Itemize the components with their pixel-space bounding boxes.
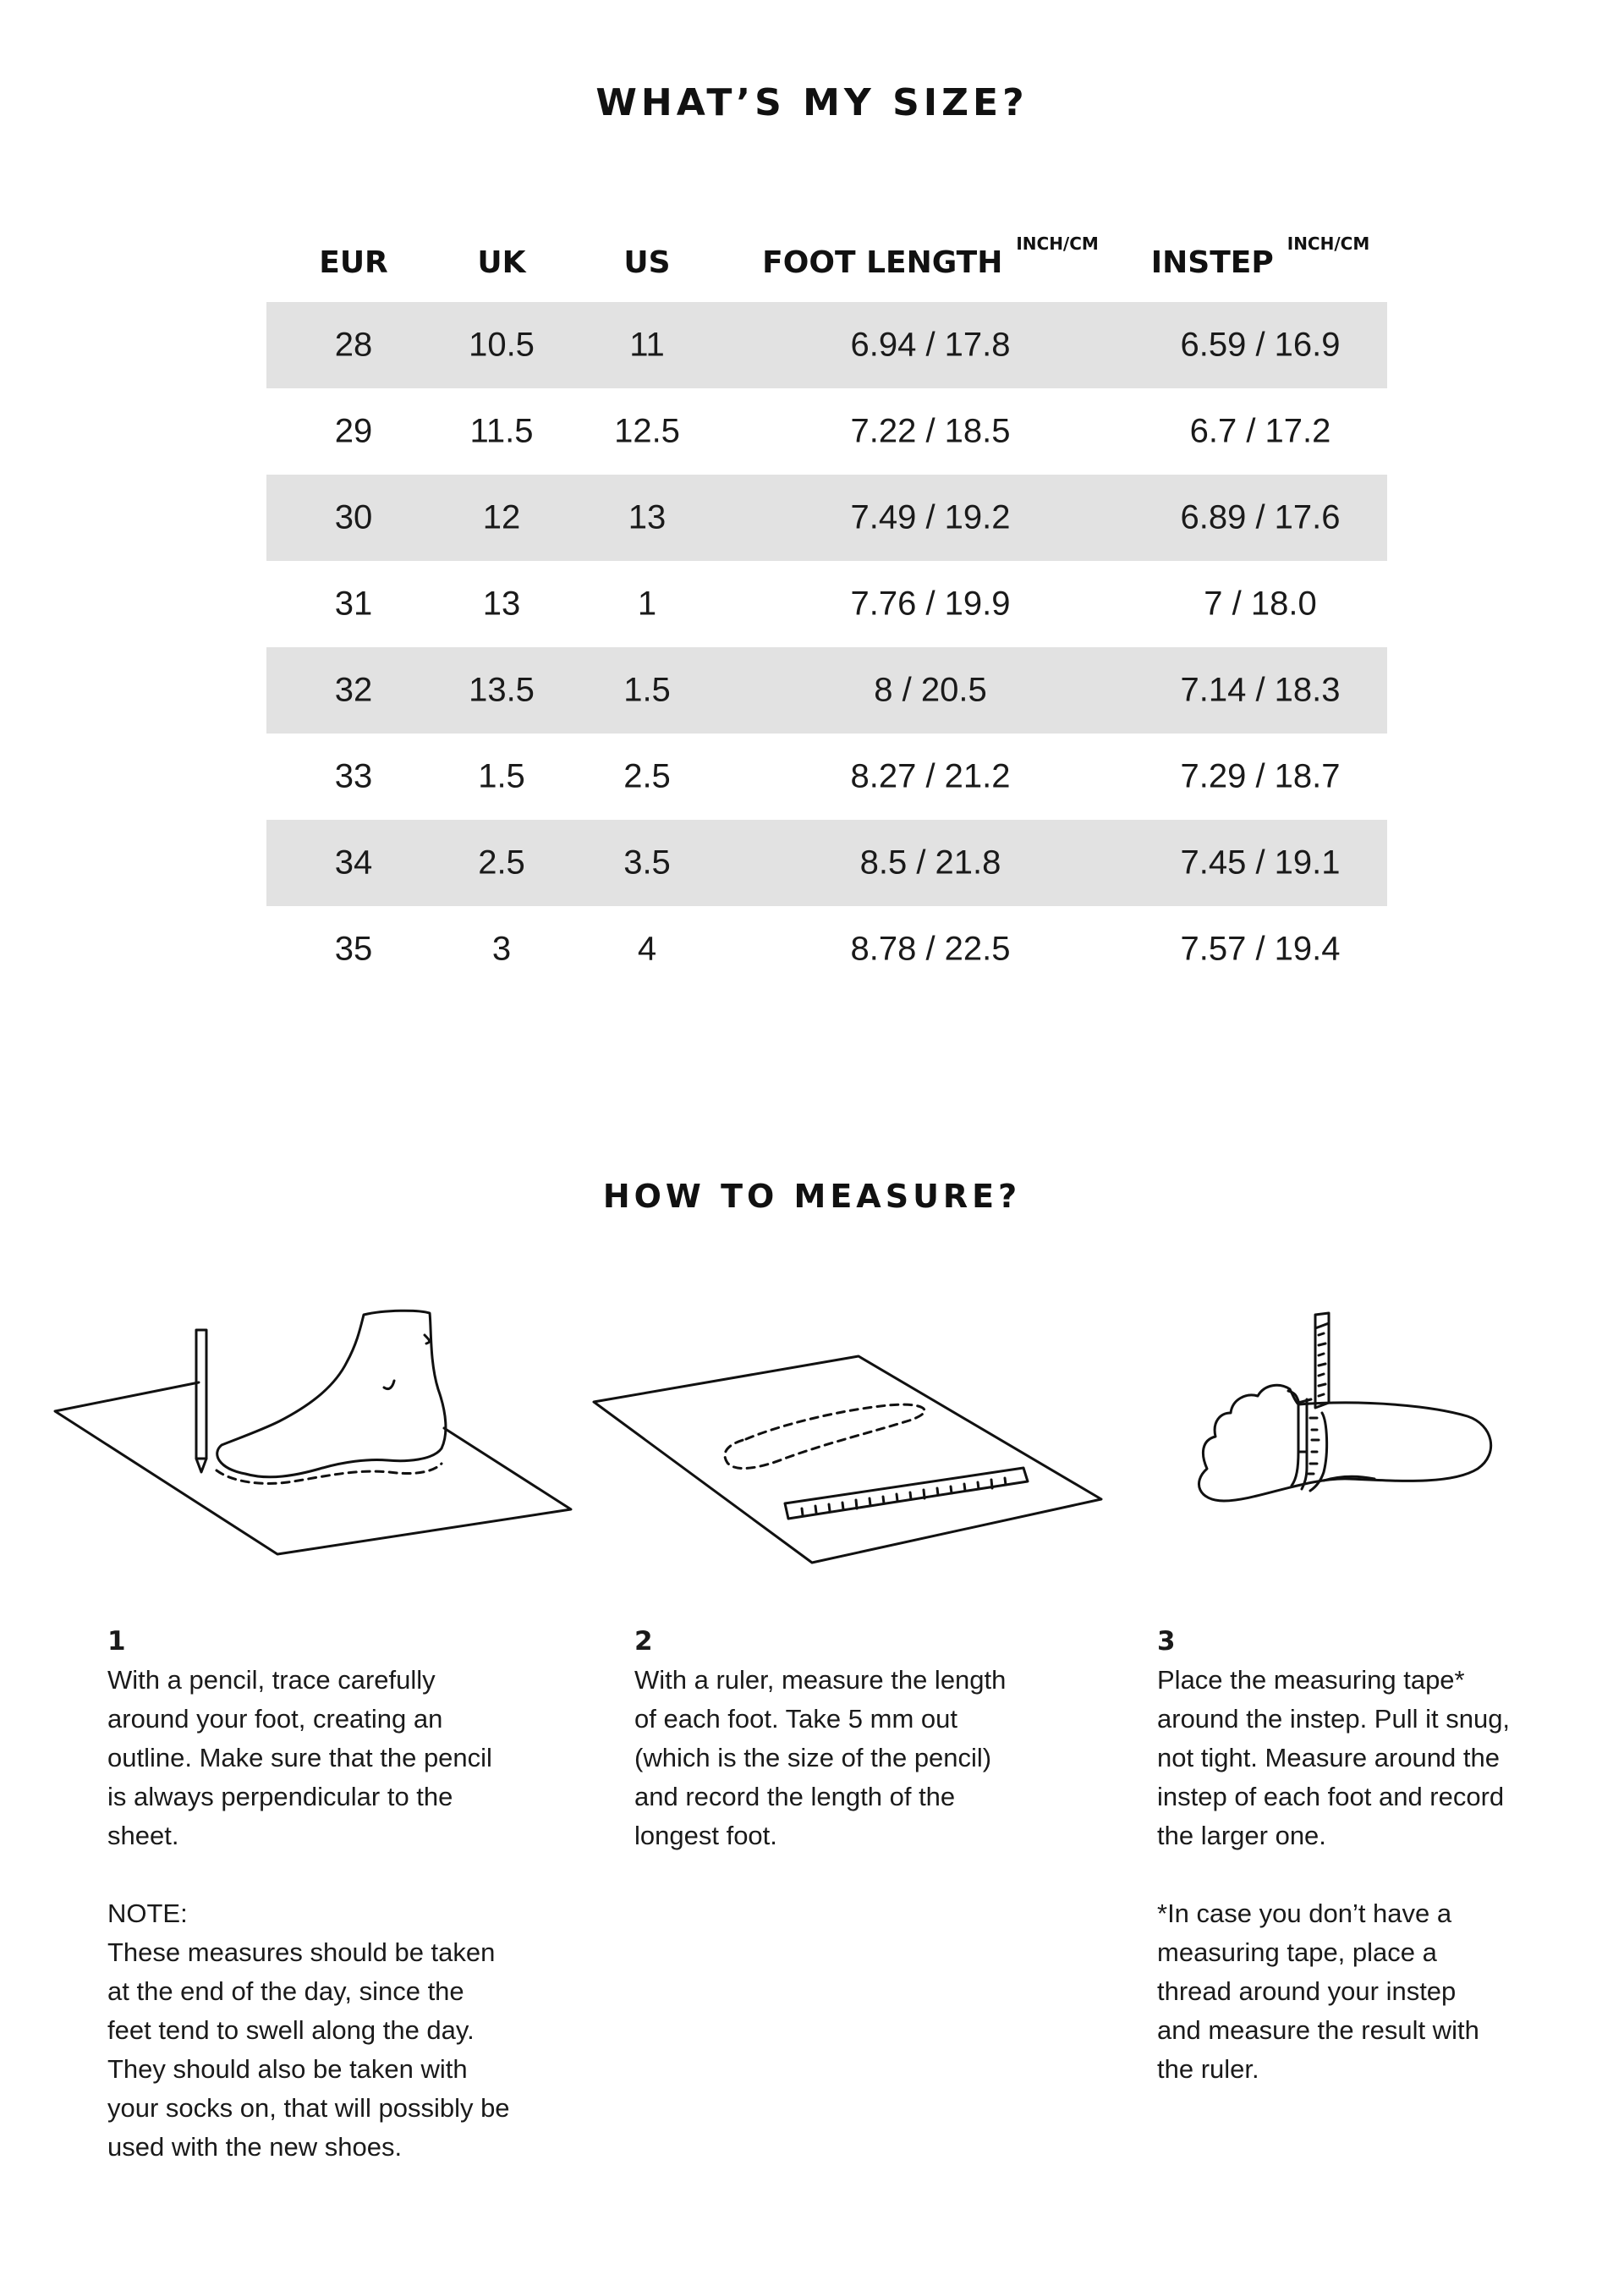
- step-1-line: sheet.: [107, 1821, 179, 1850]
- header-us: US: [623, 245, 671, 280]
- cell-foot-length: 7.22 / 18.5: [850, 412, 1011, 450]
- cell-uk: 2.5: [478, 844, 525, 882]
- cell-instep: 6.7 / 17.2: [1189, 412, 1331, 450]
- footnote-line: and measure the result with: [1157, 2015, 1479, 2045]
- cell-us: 12.5: [614, 412, 680, 450]
- ruler-measure-illustration: [584, 1349, 1108, 1569]
- footnote-line: thread around your instep: [1157, 1976, 1457, 2006]
- foot-icon: [217, 1311, 446, 1483]
- cell-foot-length: 8.5 / 21.8: [859, 844, 1001, 882]
- cell-instep: 7.14 / 18.3: [1180, 671, 1341, 709]
- cell-eur: 34: [334, 844, 373, 882]
- step-3: [1157, 1622, 1614, 2089]
- step-2-line: (which is the size of the pencil): [634, 1743, 992, 1772]
- step-3-line: Place the measuring tape*: [1157, 1665, 1465, 1695]
- step-2-line: longest foot.: [634, 1821, 777, 1850]
- cell-foot-length: 7.76 / 19.9: [850, 585, 1011, 623]
- footnote-line: *In case you don’t have a: [1157, 1899, 1452, 1928]
- cell-us: 3.5: [623, 844, 671, 882]
- section-title: HOW TO MEASURE?: [602, 1178, 1022, 1215]
- cell-eur: 35: [334, 930, 373, 968]
- spacer: [1157, 1855, 1614, 1894]
- cell-instep: 7.57 / 19.4: [1180, 930, 1341, 968]
- cell-uk: 1.5: [478, 757, 525, 795]
- cell-us: 2.5: [623, 757, 671, 795]
- paper-sheet-icon: [594, 1356, 1101, 1563]
- step-1-line: is always perpendicular to the: [107, 1782, 453, 1811]
- step-2: [634, 1622, 1091, 1855]
- step-1-line: around your foot, creating an: [107, 1704, 443, 1734]
- step-2-line: of each foot. Take 5 mm out: [634, 1704, 957, 1734]
- cell-us: 13: [628, 498, 667, 536]
- cell-uk: 3: [491, 930, 512, 968]
- cell-foot-length: 7.49 / 19.2: [850, 498, 1011, 536]
- footnote-line: the ruler.: [1157, 2054, 1259, 2084]
- header-instep-unit: INCH/CM: [1287, 234, 1370, 254]
- foot-icon: [1199, 1385, 1490, 1501]
- table-row: [266, 820, 1387, 906]
- cell-instep: 6.59 / 16.9: [1180, 326, 1341, 364]
- step-3-line: around the instep. Pull it snug,: [1157, 1704, 1511, 1734]
- step-1-line: With a pencil, trace carefully: [107, 1665, 436, 1695]
- table-row: [266, 302, 1387, 388]
- table-header: [266, 234, 1387, 302]
- cell-eur: 30: [334, 498, 373, 536]
- note-line: used with the new shoes.: [107, 2132, 403, 2162]
- footnote-line: measuring tape, place a: [1157, 1937, 1437, 1967]
- step-3-number: 3: [1157, 1626, 1176, 1657]
- cell-foot-length: 8.78 / 22.5: [850, 930, 1011, 968]
- pencil-icon: [196, 1330, 206, 1472]
- note-line: at the end of the day, since the: [107, 1976, 464, 2006]
- cell-instep: 7.45 / 19.1: [1180, 844, 1341, 882]
- step-2-line: With a ruler, measure the length: [634, 1665, 1007, 1695]
- cell-foot-length: 6.94 / 17.8: [850, 326, 1011, 364]
- cell-uk: 13: [482, 585, 521, 623]
- spacer: [107, 1855, 564, 1894]
- step-1-number: 1: [107, 1626, 126, 1657]
- cell-us: 4: [637, 930, 657, 968]
- table-row: [266, 388, 1387, 475]
- step-2-number: 2: [634, 1626, 653, 1657]
- header-instep-label: INSTEP: [1150, 245, 1274, 280]
- note-label: NOTE:: [107, 1899, 188, 1928]
- note-line: These measures should be taken: [107, 1937, 496, 1967]
- instep-tape-illustration: [1180, 1294, 1552, 1531]
- header-instep: [1150, 234, 1370, 280]
- cell-instep: 6.89 / 17.6: [1180, 498, 1341, 536]
- header-uk: UK: [477, 245, 526, 280]
- cell-instep: 7 / 18.0: [1204, 585, 1317, 623]
- cell-instep: 7.29 / 18.7: [1180, 757, 1341, 795]
- step-3-line: instep of each foot and record: [1157, 1782, 1505, 1811]
- paper-sheet-icon: [55, 1382, 571, 1554]
- cell-uk: 11.5: [469, 412, 534, 450]
- cell-us: 1: [637, 585, 657, 623]
- step-1: [107, 1622, 564, 2167]
- header-foot-length: [762, 234, 1099, 280]
- trace-foot-illustration: [51, 1294, 584, 1565]
- cell-us: 11: [629, 326, 665, 364]
- note-line: feet tend to swell along the day.: [107, 2015, 475, 2045]
- header-foot-length-unit: INCH/CM: [1016, 234, 1099, 254]
- step-3-line: not tight. Measure around the: [1157, 1743, 1500, 1772]
- table-row: [266, 647, 1387, 734]
- step-1-line: outline. Make sure that the pencil: [107, 1743, 492, 1772]
- cell-us: 1.5: [623, 671, 671, 709]
- step-2-line: and record the length of the: [634, 1782, 956, 1811]
- foot-outline-icon: [725, 1404, 924, 1468]
- cell-eur: 33: [334, 757, 373, 795]
- table-row: [266, 906, 1387, 992]
- cell-foot-length: 8 / 20.5: [874, 671, 987, 709]
- table-row: [266, 561, 1387, 647]
- cell-eur: 32: [334, 671, 373, 709]
- cell-uk: 13.5: [469, 671, 535, 709]
- page-title: WHAT’S MY SIZE?: [595, 81, 1029, 124]
- table-body: [266, 302, 1387, 992]
- cell-eur: 28: [334, 326, 373, 364]
- cell-eur: 31: [334, 585, 373, 623]
- ruler-icon: [785, 1468, 1028, 1519]
- header-foot-length-label: FOOT LENGTH: [762, 245, 1003, 280]
- header-eur: EUR: [319, 245, 388, 280]
- step-3-line: the larger one.: [1157, 1821, 1326, 1850]
- cell-foot-length: 8.27 / 21.2: [850, 757, 1011, 795]
- table-row: [266, 475, 1387, 561]
- table-row: [266, 734, 1387, 820]
- note-line: They should also be taken with: [107, 2054, 468, 2084]
- cell-uk: 12: [482, 498, 521, 536]
- cell-eur: 29: [334, 412, 373, 450]
- cell-uk: 10.5: [469, 326, 535, 364]
- size-table: [266, 234, 1387, 992]
- note-line: your socks on, that will possibly be: [107, 2093, 510, 2123]
